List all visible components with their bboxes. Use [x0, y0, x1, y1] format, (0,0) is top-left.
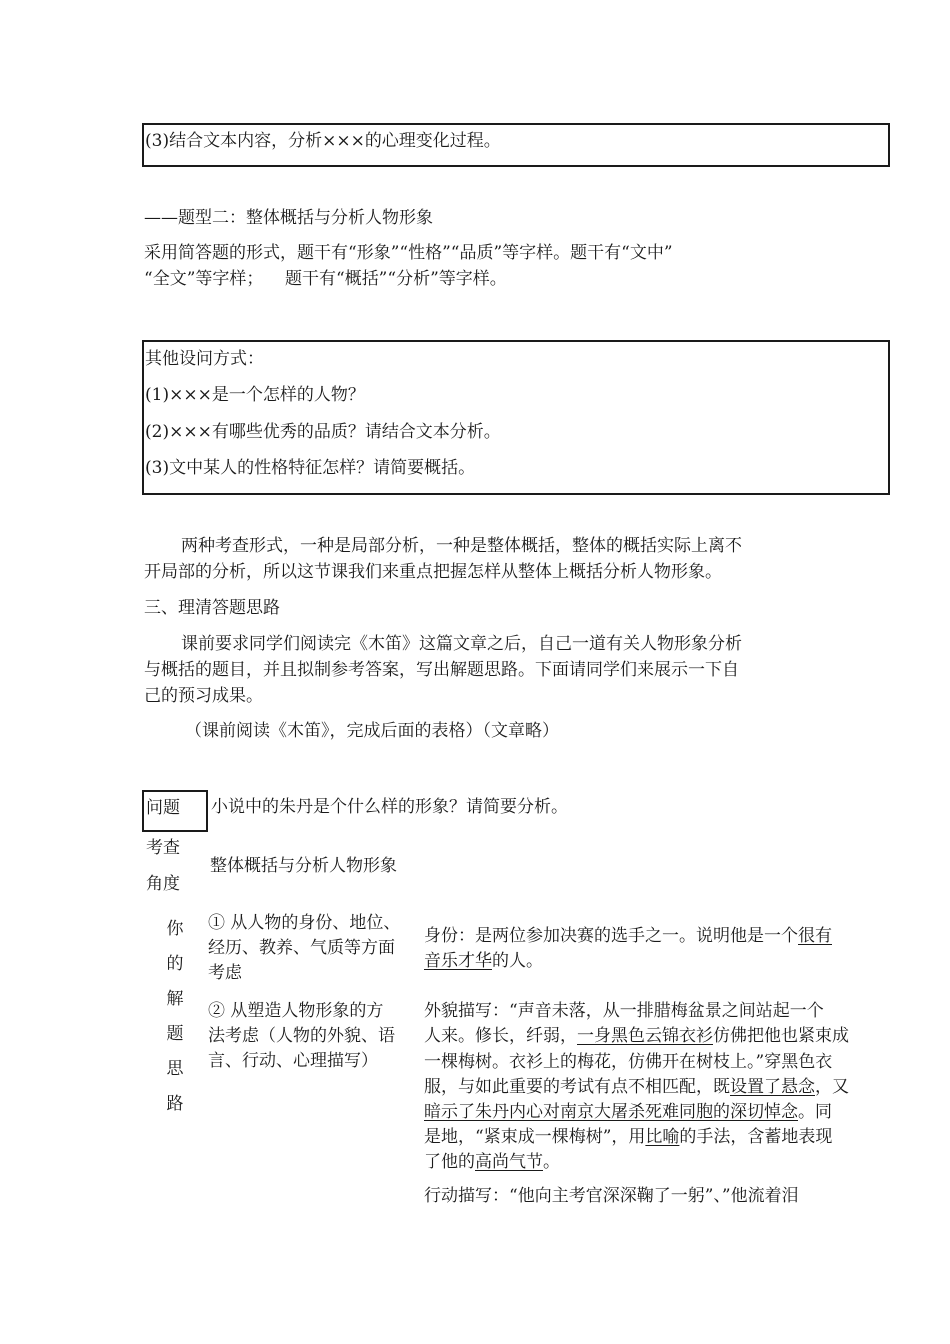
- heading-type2: ——题型二：整体概括与分析人物形象: [144, 208, 433, 228]
- row2-text-4b: ，又: [815, 1077, 849, 1097]
- paragraph-2-line-2: 与概括的题目，并且拟制参考答案，写出解题思路。下面请同学们来展示一下自: [144, 660, 739, 680]
- thinking-char-3: 解: [166, 989, 184, 1009]
- row2-text-4a: 服，与如此重要的考试有点不相匹配，既: [424, 1077, 730, 1097]
- row2-right-line-7: [424, 1152, 560, 1172]
- question-box-1-text: (3)结合文本内容，分析×××的心理变化过程。: [145, 131, 501, 151]
- row2-right-line-5: [424, 1102, 832, 1122]
- row2-underline-clothes: 一身黑色云锦衣衫: [577, 1026, 713, 1046]
- row2-text-7b: 。: [543, 1152, 560, 1172]
- row2-underline-mourning: 暗示了朱丹内心对南京大屠杀死难同胞的深切悼念: [424, 1102, 798, 1122]
- question-box-2-title: 其他设问方式：: [145, 349, 264, 369]
- paragraph-2-line-3: 己的预习成果。: [144, 686, 263, 706]
- row2-text-6b: 的手法，含蓄地表现: [679, 1127, 833, 1147]
- thinking-char-6: 路: [166, 1094, 184, 1114]
- question-text: 小说中的朱丹是个什么样的形象？请简要分析。: [211, 797, 568, 817]
- thinking-char-4: 题: [166, 1024, 184, 1044]
- angle-label-2: 角度: [146, 874, 180, 894]
- row2-text-5b: 。同: [798, 1102, 832, 1122]
- row1-identity-text: 身份：是两位参加决赛的选手之一。说明他是一个: [424, 926, 798, 946]
- row2-right-line-8: 行动描写：“他向主考官深深鞠了一躬”、”他流着泪: [424, 1186, 799, 1206]
- row2-right-line-6: [424, 1127, 832, 1147]
- row2-right-line-3: 一棵梅树。衣衫上的梅花，仿佛开在树枝上。”穿黑色衣: [424, 1052, 833, 1072]
- question-box-1: [142, 123, 890, 167]
- row1-underline-1: 很有: [798, 926, 832, 946]
- row2-left-line-1: ② 从塑造人物形象的方: [208, 1001, 384, 1021]
- intro-line-1: 采用简答题的形式，题干有“形象”“性格”“品质”等字样。题干有“文中”: [144, 243, 673, 263]
- row2-underline-metaphor: 比喻: [645, 1127, 680, 1147]
- paragraph-1-line-2: 开局部的分析，所以这节课我们来重点把握怎样从整体上概括分析人物形象。: [144, 562, 722, 582]
- row2-text-6a: 是地，“紧束成一棵梅树”，用: [424, 1127, 646, 1147]
- intro-line-2: “全文”等字样； 题干有“概括”“分析”等字样。: [144, 269, 507, 289]
- question-label-cell: [142, 790, 208, 832]
- row1-right-line-1: [424, 926, 832, 946]
- thinking-char-1: 你: [166, 919, 184, 939]
- thinking-char-2: 的: [166, 954, 184, 974]
- question-box-2: [142, 340, 890, 495]
- question-label: 问题: [146, 798, 180, 818]
- row2-underline-suspense: 设置了悬念: [730, 1077, 815, 1097]
- question-box-2-item-3: (3)文中某人的性格特征怎样？请简要概括。: [145, 458, 476, 478]
- question-box-2-item-1: (1)×××是一个怎样的人物？: [145, 385, 365, 405]
- question-box-2-item-2: (2)×××有哪些优秀的品质？请结合文本分析。: [145, 422, 501, 442]
- row2-left-line-3: 言、行动、心理描写）: [208, 1051, 378, 1071]
- reading-note: （课前阅读《木笛》，完成后面的表格）（文章略）: [185, 721, 559, 741]
- angle-text: 整体概括与分析人物形象: [210, 856, 397, 876]
- row2-text-7a: 了他的: [424, 1152, 475, 1172]
- row2-left-line-2: 法考虑（人物的外貌、语: [208, 1026, 395, 1046]
- row2-underline-integrity: 高尚气节: [475, 1152, 543, 1172]
- row1-suffix: 的人。: [492, 951, 543, 971]
- row2-text-2b: 仿佛把他也紧束成: [713, 1026, 849, 1046]
- row1-left-line-1: ① 从人物的身份、地位、: [208, 913, 401, 933]
- row1-right-line-2: [424, 951, 543, 971]
- row1-left-line-3: 考虑: [208, 963, 242, 983]
- thinking-label-vertical: [165, 912, 185, 1122]
- row2-right-line-1: 外貌描写：“声音未落，从一排腊梅盆景之间站起一个: [424, 1001, 824, 1021]
- row2-text-2a: 人来。修长，纤弱，: [424, 1026, 577, 1046]
- row2-right-line-2: [424, 1026, 849, 1046]
- row1-underline-2: 音乐才华: [424, 951, 492, 971]
- paragraph-1-line-1: 两种考查形式，一种是局部分析，一种是整体概括，整体的概括实际上离不: [181, 536, 742, 556]
- paragraph-2-line-1: 课前要求同学们阅读完《木笛》这篇文章之后，自己一道有关人物形象分析: [181, 634, 742, 654]
- section-3-heading: 三、理清答题思路: [144, 598, 280, 618]
- thinking-char-5: 思: [166, 1059, 184, 1079]
- angle-label-1: 考查: [146, 838, 180, 858]
- row2-right-line-4: [424, 1077, 849, 1097]
- row1-left-line-2: 经历、教养、气质等方面: [208, 938, 395, 958]
